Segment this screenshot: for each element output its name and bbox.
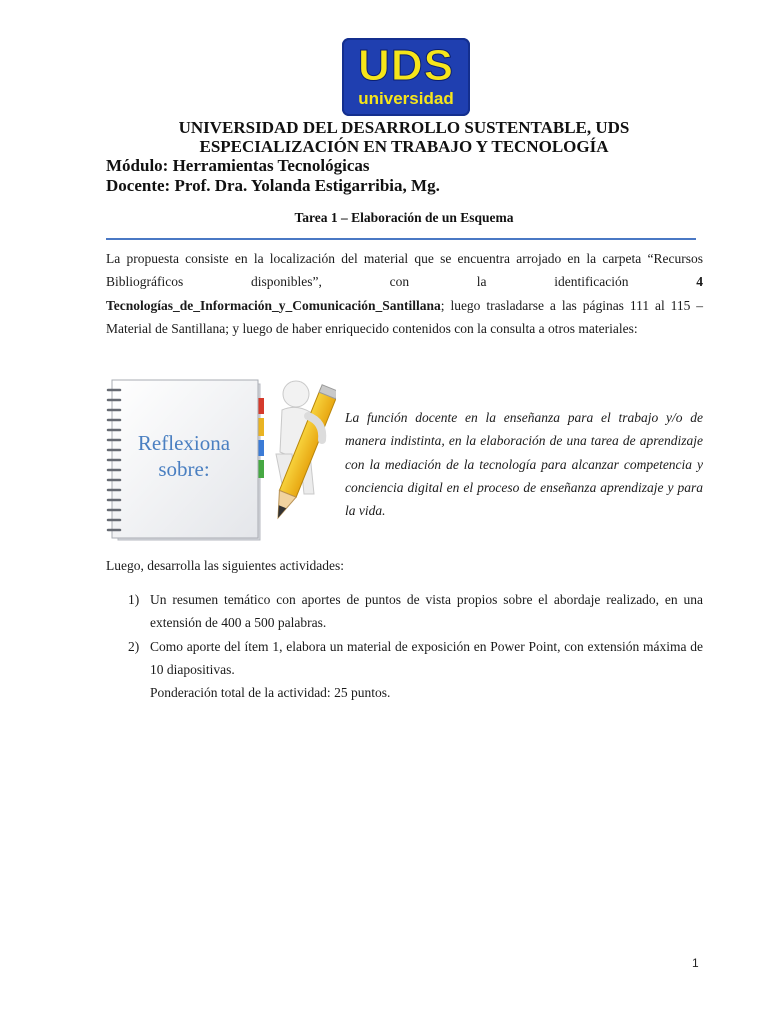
list-item-text: Un resumen temático con aportes de puntos de vista propios sobre el abordaje realizado, en una extensión de 400 a 500 palabras. <box>150 592 703 631</box>
list-item-number: 1) <box>128 592 140 607</box>
reflect-title-line1: Reflexiona <box>137 431 231 455</box>
university-name: UNIVERSIDAD DEL DESARROLLO SUSTENTABLE, UDS <box>178 118 630 137</box>
reflect-notebook-illustration <box>104 376 336 544</box>
intro-text-part2: ; luego trasladarse a las páginas 111 al 115 – Material de Santillana; y luego de haber enriquecido contenidos con la consulta a otros materiales: <box>106 297 703 336</box>
teacher-line: Docente: Prof. Dra. Yolanda Estigarribia, Mg. <box>106 176 440 195</box>
page-number: 1 <box>692 956 699 970</box>
intro-paragraph <box>106 247 703 340</box>
logo-main-text: UDS <box>358 41 454 90</box>
specialization-name: ESPECIALIZACIÓN EN TRABAJO Y TECNOLOGÍA <box>199 137 609 156</box>
intro-folder-name: 4 Tecnologías_de_Información_y_Comunicación_Santillana <box>106 274 703 313</box>
module-line: Módulo: Herramientas Tecnológicas <box>106 156 370 175</box>
title-divider <box>106 238 696 240</box>
reflection-quote: La función docente en la enseñanza para el trabajo y/o de manera indistinta, en la elaboración de una tarea de aprendizaje con la mediación de la tecnología para alcanzar competencia y conciencia digital en el proceso de enseñanza aprendizaje y para la vida. <box>345 410 703 519</box>
activities-list <box>106 588 703 704</box>
task-title: Tarea 1 – Elaboración de un Esquema <box>294 210 514 225</box>
list-item <box>106 588 703 635</box>
list-item <box>106 635 703 705</box>
uds-logo <box>342 38 470 116</box>
list-item-text: Como aporte del ítem 1, elabora un material de exposición en Power Point, con extensión máxima de 10 diapositivas. <box>150 638 703 677</box>
list-item-number: 2) <box>128 638 140 654</box>
activities-intro: Luego, desarrolla las siguientes actividades: <box>106 558 345 573</box>
logo-sub-text: universidad <box>358 89 454 108</box>
reflect-title-line2: sobre: <box>158 457 210 481</box>
weighting-line: Ponderación total de la actividad: 25 puntos. <box>150 685 391 701</box>
intro-text-part1: La propuesta consiste en la localización del material que se encuentra arrojado en la carpeta “Recursos Bibliográficos disponibles”, con la identificación <box>106 251 703 290</box>
